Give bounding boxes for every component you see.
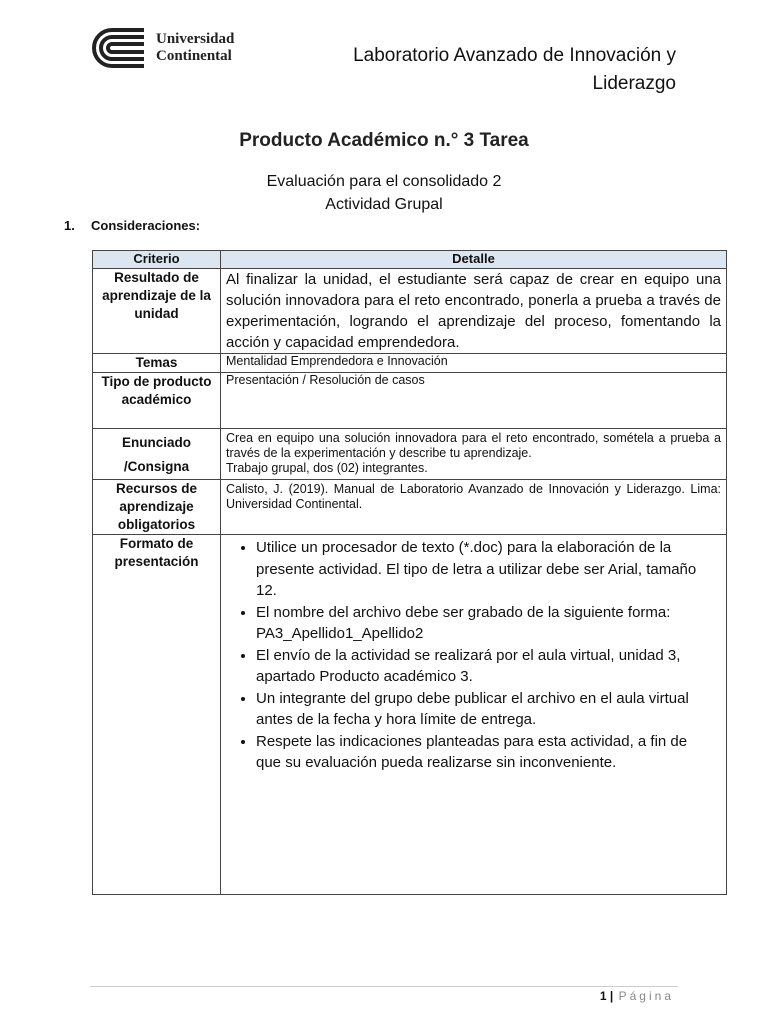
criterio-cell: Temas xyxy=(93,354,221,373)
detalle-cell: Presentación / Resolución de casos xyxy=(221,373,727,429)
table-row xyxy=(93,373,727,429)
detalle-cell: Al finalizar la unidad, el estudiante será capaz de crear en equipo una solución innovadora para el reto encontrado, ponerla a prueba a través de experimentación, logrando el aprendizaje del proceso, fomentando la acción y capacidad emprendedora. xyxy=(221,269,727,354)
table-row xyxy=(93,480,727,535)
section-heading xyxy=(64,218,200,233)
table-row xyxy=(93,429,727,480)
table-row xyxy=(93,269,727,354)
criterio-cell: Enunciado /Consigna xyxy=(93,429,221,480)
criterio-cell: Resultado de aprendizaje de la unidad xyxy=(93,269,221,354)
logo-text: Universidad Continental xyxy=(156,31,235,64)
table-header-row xyxy=(93,251,727,269)
section-number: 1. xyxy=(64,218,75,233)
detalle-cell xyxy=(221,535,727,895)
list-item: • El envío de la actividad se realizará por el aula virtual, unidad 3, apartado Producto académico 3. xyxy=(256,645,715,688)
detalle-cell: Calisto, J. (2019). Manual de Laboratorio Avanzado de Innovación y Liderazgo. Lima: Universidad Continental. xyxy=(221,480,727,535)
header-title: Laboratorio Avanzado de Innovación y Liderazgo xyxy=(353,45,676,94)
logo-mark-icon xyxy=(90,26,148,70)
format-bullet-list xyxy=(226,535,721,774)
criterio-cell: Formato de presentación xyxy=(93,535,221,895)
detalle-cell: Mentalidad Emprendedora e Innovación xyxy=(221,354,727,373)
list-item: • Un integrante del grupo debe publicar el archivo en el aula virtual antes de la fecha y hora límite de entrega. xyxy=(256,688,715,731)
criterio-cell: Tipo de producto académico xyxy=(93,373,221,429)
footer-divider xyxy=(90,986,678,987)
document-subtitle: Evaluación para el consolidado 2 Actividad Grupal xyxy=(266,173,502,213)
column-header-criterio: Criterio xyxy=(93,251,221,269)
list-item: • Respete las indicaciones planteadas para esta actividad, a fin de que su evaluación pueda realizarse sin inconveniente. xyxy=(256,731,715,774)
university-logo xyxy=(90,24,260,72)
list-item: • Utilice un procesador de texto (*.doc) para la elaboración de la presente actividad. El tipo de letra a utilizar debe ser Arial, tamaño 12. xyxy=(256,537,715,602)
section-label: Consideraciones: xyxy=(91,218,201,233)
column-header-detalle: Detalle xyxy=(221,251,727,269)
page-number: 1 xyxy=(599,989,607,1003)
table-row xyxy=(93,535,727,895)
table-row xyxy=(93,354,727,373)
list-item: • El nombre del archivo debe ser grabado de la siguiente forma: PA3_Apellido1_Apellido2 xyxy=(256,602,715,645)
criterio-cell: Recursos de aprendizaje obligatorios xyxy=(93,480,221,535)
page-word: Página xyxy=(618,989,674,1003)
detalle-cell: Crea en equipo una solución innovadora para el reto encontrado, sométela a prueba a través de la experimentación y describe tu aprendizaje. Trabajo grupal, dos (02) integrantes. xyxy=(221,429,727,480)
document-title: Producto Académico n.° 3 Tarea xyxy=(239,130,529,151)
criteria-table xyxy=(92,250,727,895)
footer-separator: | xyxy=(609,989,614,1003)
page-footer xyxy=(480,989,674,1003)
